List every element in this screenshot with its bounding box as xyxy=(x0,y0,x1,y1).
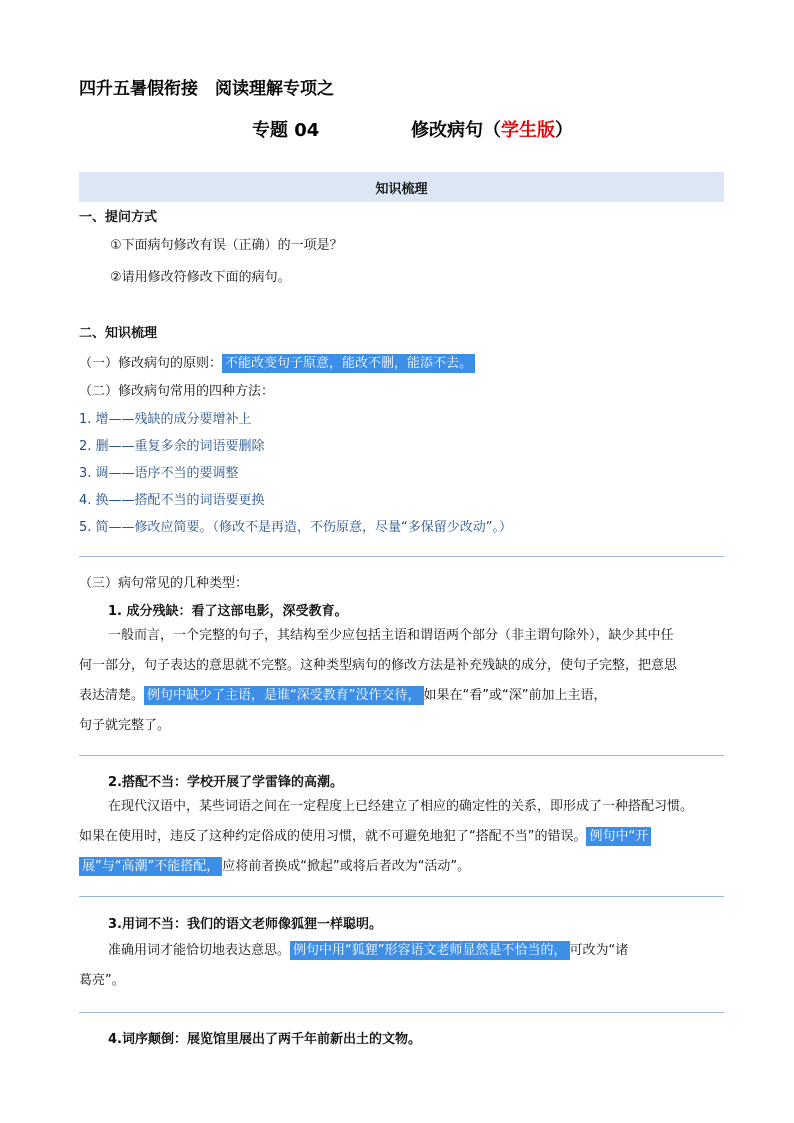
section1-heading: 一、提问方式 xyxy=(79,210,158,225)
divider xyxy=(79,896,724,897)
type1-line1: 一般而言，一个完整的句子，其结构至少应包括主语和谓语两个部分（非主谓句除外），缺少其中任 xyxy=(108,628,674,643)
divider xyxy=(79,1012,724,1013)
principle-highlight: 不能改变句子原意，能改不删，能添不去。 xyxy=(222,354,475,373)
method-item-5: 5. 简——修改应简要。（修改不是再造，不伤原意，尽量“多保留少改动”。） xyxy=(79,520,513,535)
topic-number: 专题 04 xyxy=(252,120,320,141)
type3-line1 xyxy=(108,936,628,966)
type1-highlight: 例句中缺少了主语，是谁“深受教育”没作交待， xyxy=(144,686,423,705)
method-item-2: 2. 删——重复多余的词语要删除 xyxy=(79,439,265,454)
question-item-1: ①下面病句修改有误（正确）的一项是？ xyxy=(110,238,343,253)
section-band-label: 知识梳理 xyxy=(375,181,428,197)
type1-line2: 何一部分，句子表达的意思就不完整。这种类型病句的修改方法是补充残缺的成分，使句子完整，把意思 xyxy=(79,658,678,673)
principle-line xyxy=(79,352,475,371)
method-item-4: 4. 换——搭配不当的词语要更换 xyxy=(79,493,265,508)
page-title: 四升五暑假衔接 阅读理解专项之 xyxy=(79,79,334,99)
type2-heading: 2.搭配不当：学校开展了学雷锋的高潮。 xyxy=(108,775,343,790)
type2-line3-end: 应将前者换成“掀起”或将后者改为“活动”。 xyxy=(222,859,471,874)
method-item-3: 3. 调——语序不当的要调整 xyxy=(79,466,239,481)
type1-line4: 句子就完整了。 xyxy=(79,718,171,733)
type2-highlight-a: 例句中“开 xyxy=(586,827,651,846)
section-band xyxy=(79,172,724,202)
question-item-2: ②请用修改符修改下面的病句。 xyxy=(110,270,291,285)
topic-name xyxy=(411,116,573,142)
method-item-1: 1. 增——残缺的成分要增补上 xyxy=(79,412,252,427)
type1-line3 xyxy=(79,681,606,711)
section2-heading: 二、知识梳理 xyxy=(79,326,158,341)
type2-line1: 在现代汉语中，某些词语之间在一定程度上已经建立了相应的确定性的关系，即形成了一种搭配习惯。 xyxy=(108,799,694,814)
types-label: （三）病句常见的几种类型： xyxy=(79,576,249,591)
topic-name-text: 修改病句（ xyxy=(411,120,501,141)
type2-highlight-b: 展”与“高潮”不能搭配， xyxy=(79,857,222,876)
type1-heading: 1. 成分残缺：看了这部电影，深受教育。 xyxy=(108,604,348,619)
topic-tag: 学生版 xyxy=(501,120,555,141)
type2-line3 xyxy=(79,852,470,882)
methods-label: （二）修改病句常用的四种方法： xyxy=(79,384,275,399)
type3-line1-start: 准确用词才能恰切地表达意思。 xyxy=(108,943,291,958)
divider xyxy=(79,556,724,557)
type3-line1-end: 可改为“诸 xyxy=(569,943,629,958)
divider xyxy=(79,755,724,756)
type3-heading: 3.用词不当：我们的语文老师像狐狸一样聪明。 xyxy=(108,917,382,932)
type1-line3-end: 如果在“看”或“深”前加上主语， xyxy=(423,688,607,703)
topic-close: ） xyxy=(555,120,573,141)
principle-label: （一）修改病句的原则： xyxy=(79,356,223,371)
type3-highlight: 例句中用“狐狸”形容语文老师显然是不恰当的， xyxy=(290,941,569,960)
type2-line2-start: 如果在使用时，违反了这种约定俗成的使用习惯，就不可避免地犯了“搭配不当”的错误。 xyxy=(79,829,587,844)
type2-line2 xyxy=(79,822,651,852)
type3-line2: 葛亮”。 xyxy=(79,973,125,988)
type1-line3-start: 表达清楚。 xyxy=(79,688,145,703)
type4-heading: 4.词序颠倒：展览馆里展出了两千年前新出土的文物。 xyxy=(108,1032,421,1047)
